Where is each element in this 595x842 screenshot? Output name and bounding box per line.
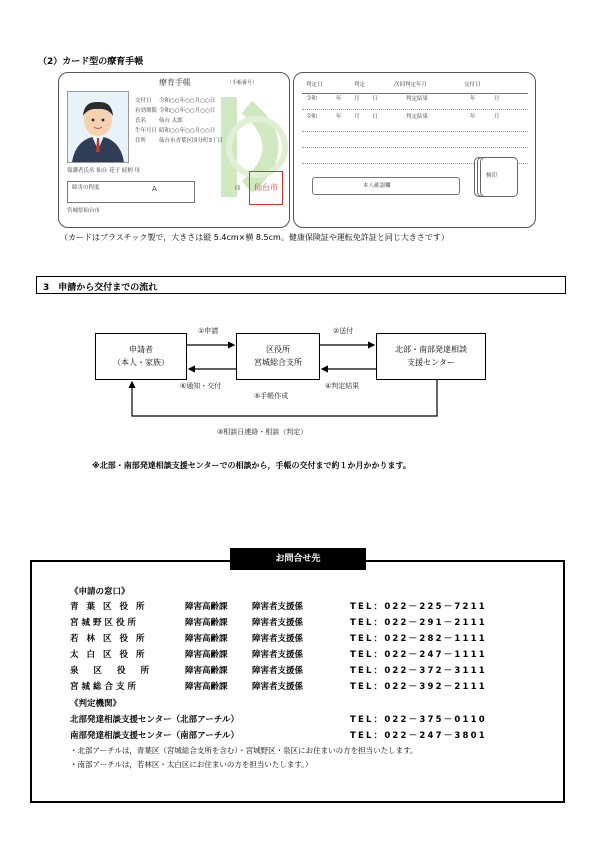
back-r2-nyear: 年	[470, 114, 476, 120]
center-tel-1: TEL：022－247－3801	[350, 731, 487, 741]
flow-center-line2: 支援センター	[407, 358, 455, 367]
office-tel-2: TEL：022－282－1111	[350, 634, 487, 644]
card-field-3: 生年月日	[135, 128, 158, 134]
office-tel-0: TEL：022－225－7211	[350, 602, 487, 612]
back-stamp-label: 検印	[486, 173, 498, 179]
card-issuer: 宮城県仙台市	[67, 208, 101, 214]
flow-step1: ①申請	[198, 327, 219, 335]
office-name-5: 宮城総合支所	[70, 682, 140, 692]
center-name-0: 北部発達相談支援センター（北部アーチル）	[70, 715, 239, 725]
card-field-1: 有効期限	[135, 108, 158, 114]
office-name-0: 青葉区役所	[70, 602, 153, 612]
back-header-2: 次回判定年月	[394, 82, 428, 88]
back-r2-day: 日	[372, 114, 378, 120]
card-field-4: 住所	[135, 138, 147, 144]
office-dept2-5: 障害者支援係	[252, 682, 304, 692]
office-tel-1: TEL：022－291－2111	[350, 618, 487, 628]
back-id-label: 本人確認欄	[363, 183, 391, 189]
flow-step6: ⑥通知・交付	[180, 382, 222, 390]
office-dept2-0: 障害者支援係	[252, 602, 304, 612]
back-r1-year: 年	[336, 96, 342, 102]
flow-note: ※北部・南部発達相談支援センターでの相談から，手帳の交付まで約１か月かかります。	[92, 461, 411, 470]
office-name-4: 泉区役所	[70, 666, 165, 676]
office-tel-3: TEL：022－247－1111	[350, 650, 487, 660]
contact-window-heading: 《申請の窓口》	[70, 587, 130, 597]
back-r2-month: 月	[354, 114, 360, 120]
card-value-0: 令和○○年○○月○○日	[159, 98, 216, 104]
flow-step4: ④判定結果	[325, 382, 360, 390]
card-value-2: 仙台 太郎	[159, 118, 183, 124]
card-guardian: 保護者氏名 仙台 花子 続柄 母	[67, 168, 140, 174]
office-name-3: 太白区役所	[70, 650, 153, 660]
back-r2-result: 判定結果	[406, 114, 429, 120]
card-number-label: （手帳番号）	[227, 80, 258, 86]
flow-step3: ③相談日連絡・相談（判定）	[217, 428, 308, 436]
card-title: 療育手帳	[159, 78, 191, 87]
contact-judge-heading: 《判定機関》	[70, 699, 122, 709]
office-tel-5: TEL：022－392－2111	[350, 682, 487, 692]
office-dept1-5: 障害高齢課	[185, 682, 228, 692]
contact-note-0: ・北部アーチルは，青葉区（宮城総合支所を含む）・宮城野区・泉区にお住まいの方を担当いたします。	[70, 746, 418, 755]
section2-heading: （2）カード型の療育手帳	[38, 57, 144, 67]
office-dept1-0: 障害高齢課	[185, 602, 228, 612]
back-r2-nmonth: 月	[494, 114, 500, 120]
card-seal: 仙台市	[249, 171, 283, 205]
section3-heading: 3 申請から交付までの流れ	[43, 283, 158, 293]
office-name-1: 宮城野区役所	[70, 618, 140, 628]
card-value-3: 昭和○○年○○月○○日	[159, 128, 216, 134]
contact-note-1: ・南部アーチルは，若林区・太白区にお住まいの方を担当いたします。）	[70, 760, 313, 769]
office-dept2-2: 障害者支援係	[252, 634, 304, 644]
flow-step2: ②送付	[333, 327, 354, 335]
back-r1-result: 判定結果	[406, 96, 429, 102]
office-dept2-4: 障害者支援係	[252, 666, 304, 676]
back-r1-nyear: 年	[470, 96, 476, 102]
card-degree-label: 障害の程度	[72, 185, 100, 191]
office-dept1-1: 障害高齢課	[185, 618, 228, 628]
office-dept2-1: 障害者支援係	[252, 618, 304, 628]
card-value-1: 令和○○年○○月○○日	[159, 108, 216, 114]
office-name-2: 若林区役所	[70, 634, 153, 644]
back-r2-era: 令和	[306, 114, 318, 120]
card-seal-small: 印	[235, 186, 241, 192]
flow-applicant-line1: 申請者	[129, 345, 153, 354]
contact-title: お問合せ先	[230, 548, 366, 570]
card-value-4: 仙台市青葉区国分町3丁目	[159, 138, 224, 144]
back-r1-month: 月	[354, 96, 360, 102]
office-tel-4: TEL：022－372－3111	[350, 666, 487, 676]
office-dept1-2: 障害高齢課	[185, 634, 228, 644]
card-caption: （カードはプラスチック製で，大きさは縦 5.4cm×横 8.5cm。健康保険証や運転免許証と同じ大きさです）	[60, 233, 449, 242]
flow-step5: ⑤手帳作成	[254, 392, 289, 400]
office-dept1-4: 障害高齢課	[185, 666, 228, 676]
back-header-1: 判定	[354, 82, 366, 88]
card-field-0: 交付日	[135, 98, 152, 104]
flow-center-line1: 北部・南部発達相談	[395, 345, 467, 354]
card-degree-value: A	[152, 185, 157, 193]
back-r1-day: 日	[372, 96, 378, 102]
back-r1-nmonth: 月	[494, 96, 500, 102]
office-dept2-3: 障害者支援係	[252, 650, 304, 660]
back-r2-year: 年	[336, 114, 342, 120]
back-header-3: 交付日	[464, 82, 481, 88]
back-header-0: 判定日	[306, 82, 323, 88]
back-r1-era: 令和	[306, 96, 318, 102]
flow-applicant-line2: （本人・家族）	[113, 358, 169, 367]
center-name-1: 南部発達相談支援センター（南部アーチル）	[70, 731, 239, 741]
card-field-2: 氏名	[135, 118, 147, 124]
flow-ward-line2: 宮城総合支所	[254, 358, 302, 367]
flow-ward-line1: 区役所	[266, 345, 290, 354]
office-dept1-3: 障害高齢課	[185, 650, 228, 660]
center-tel-0: TEL：022－375－0110	[350, 715, 487, 725]
